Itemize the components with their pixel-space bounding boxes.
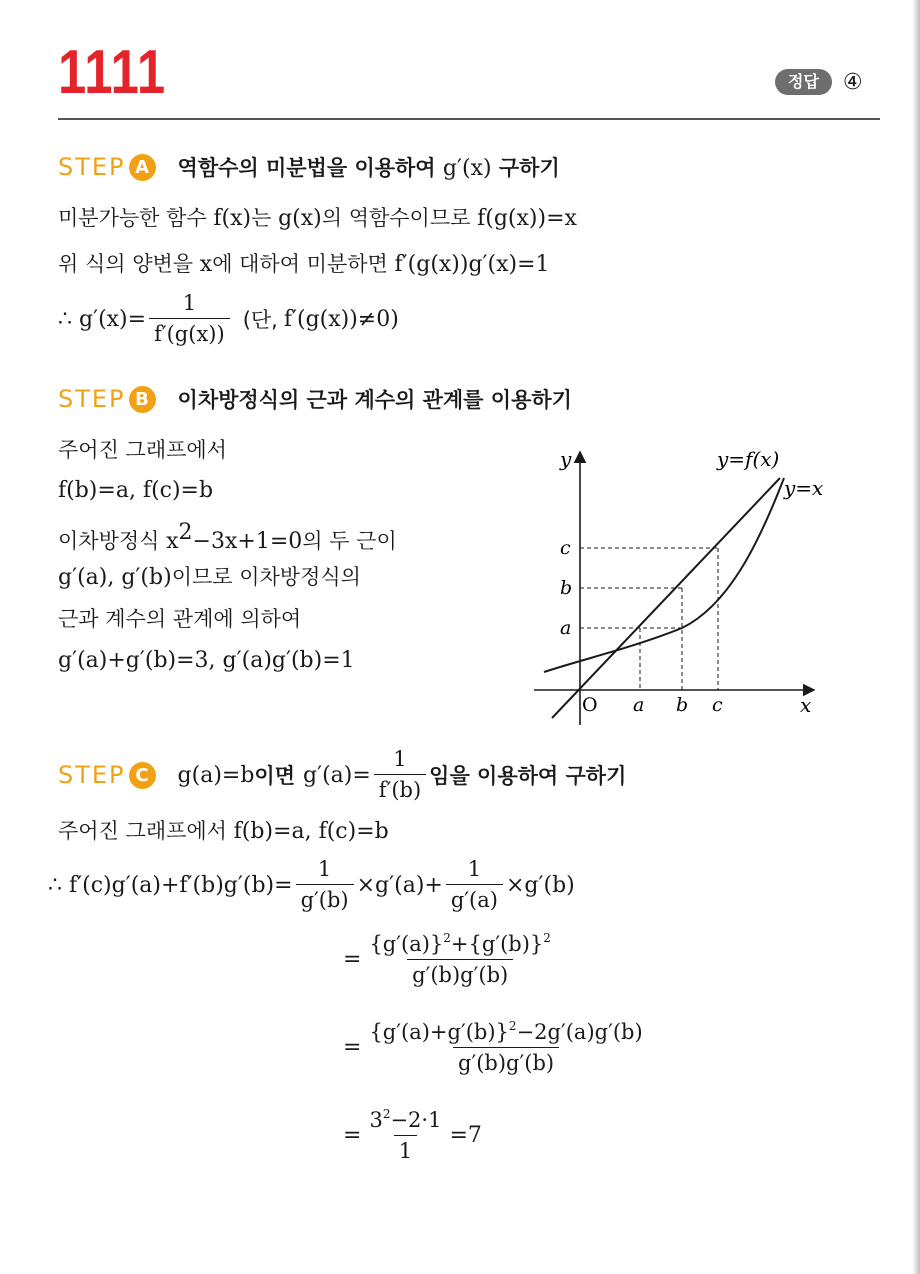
math: f(g(x))=x — [477, 206, 577, 231]
numerator — [364, 932, 555, 959]
step-b-heading — [58, 384, 572, 414]
text: 이므로 이차방정식의 — [171, 565, 361, 589]
step-c-line-1 — [58, 821, 389, 843]
fraction — [374, 748, 426, 802]
denominator: g′(a) — [446, 884, 503, 912]
denominator: g′(b)g′(b) — [407, 959, 513, 987]
x-tick-b: b — [676, 694, 689, 716]
step-b-line-5: 근과 계수의 관계에 의하여 — [58, 607, 302, 631]
math: =7 — [449, 1123, 482, 1149]
step-c-equation-1 — [48, 858, 575, 912]
denominator: 1 — [394, 1135, 417, 1163]
step-b-line-3 — [58, 522, 397, 553]
text: 위 식의 양변을 — [58, 252, 194, 276]
y-tick-c: c — [560, 537, 571, 559]
text: 의 두 근이 — [302, 529, 397, 553]
numerator: 1 — [467, 857, 482, 881]
x-axis-label: x — [800, 693, 812, 717]
step-b-title: 이차방정식의 근과 계수의 관계를 이용하기 — [177, 388, 572, 412]
step-c-heading — [58, 748, 626, 802]
exponent: 2 — [178, 520, 193, 545]
step-a-inverse-derivative — [58, 292, 399, 346]
text: 임을 이용하여 구하기 — [429, 764, 627, 789]
step-b-line-6: g′(a)+g′(b)=3, g′(a)g′(b)=1 — [58, 648, 355, 673]
text: 이면 — [254, 764, 295, 789]
text: 의 역함수이므로 — [321, 206, 471, 230]
exponent: 2 — [382, 1107, 391, 1121]
exponent: 2 — [543, 931, 551, 945]
step-a-title-math: g′(x) — [442, 156, 492, 181]
text: 주어진 그래프에서 — [58, 819, 227, 843]
text: 이차방정식 — [58, 529, 160, 553]
page-edge-shadow — [912, 0, 920, 1274]
numerator: 1 — [393, 747, 407, 771]
answer-badge: 정답 — [775, 69, 832, 95]
step-c-badge: C — [129, 762, 156, 789]
step-c-equation-4 — [343, 1108, 482, 1163]
step-a-title — [178, 152, 560, 182]
math: f(x) — [213, 206, 252, 231]
math: {g′(a)} — [369, 932, 444, 956]
math: x — [166, 529, 179, 554]
step-a-badge: A — [129, 154, 156, 181]
text: 에 대하여 미분하면 — [212, 252, 388, 276]
exponent: 2 — [443, 931, 451, 945]
x-tick-a: a — [633, 694, 645, 716]
math: g′(a), g′(b) — [58, 565, 172, 590]
math: −2g′(a)g′(b) — [516, 1020, 643, 1044]
math: f(b)=a, f(c)=b — [233, 819, 389, 844]
numerator — [364, 1020, 647, 1047]
curve-label: y=f(x) — [717, 447, 780, 471]
step-c-label: STEP — [58, 761, 126, 790]
problem-number: 1111 — [58, 38, 166, 107]
math: −2·1 — [390, 1108, 442, 1132]
math: −3x+1=0 — [192, 529, 303, 554]
answer-value: ④ — [842, 69, 863, 95]
fraction — [149, 292, 230, 346]
text: 는 — [251, 206, 272, 230]
step-a-line-2 — [58, 254, 550, 276]
denominator: f′(b) — [374, 774, 426, 802]
numerator: 1 — [182, 291, 197, 315]
math: g(a)=b — [177, 762, 255, 788]
math: ∴ f′(c)g′(a)+f′(b)g′(b)= — [48, 872, 293, 898]
math: x — [199, 252, 213, 277]
denominator: f′(g(x)) — [149, 318, 230, 346]
math: ×g′(a)+ — [356, 872, 443, 898]
fraction — [364, 1020, 647, 1075]
fraction — [296, 858, 354, 912]
fraction — [446, 858, 503, 912]
math: = — [343, 1123, 362, 1149]
step-b-line-2: f(b)=a, f(c)=b — [58, 478, 214, 503]
y-axis-label: y — [560, 447, 572, 471]
math: g(x) — [278, 206, 322, 231]
step-b-line-1: 주어진 그래프에서 — [58, 438, 227, 462]
step-c-equation-2 — [343, 932, 559, 987]
fraction — [364, 932, 555, 987]
text: (단, — [242, 308, 278, 333]
denominator: g′(b)g′(b) — [453, 1047, 559, 1075]
fraction — [364, 1108, 446, 1163]
step-b-label: STEP — [58, 385, 126, 413]
step-c-title — [178, 748, 627, 802]
math: f′(g(x))≠0) — [283, 306, 399, 332]
math: ×g′(b) — [505, 872, 575, 898]
step-a-heading — [58, 152, 560, 182]
y-tick-b: b — [560, 577, 573, 599]
step-a-title-text: 역함수의 미분법을 이용하여 — [177, 156, 436, 180]
math: = — [343, 1035, 362, 1061]
function-graph — [532, 440, 842, 730]
numerator: 1 — [317, 857, 332, 881]
step-b-badge: B — [129, 386, 156, 413]
math: +{g′(b)} — [450, 932, 544, 956]
numerator — [364, 1108, 446, 1135]
y-tick-a: a — [560, 617, 572, 639]
math: g′(a)= — [303, 762, 371, 788]
step-c-equation-3 — [343, 1020, 651, 1075]
header-divider — [58, 118, 880, 120]
text: 미분가능한 함수 — [58, 206, 207, 230]
step-a-title-tail: 구하기 — [498, 156, 560, 180]
math: = — [343, 947, 362, 973]
denominator: g′(b) — [296, 884, 354, 912]
math: f′(g(x))g′(x)=1 — [394, 252, 550, 277]
line-y-equals-x — [552, 478, 780, 718]
line-label: y=x — [784, 476, 824, 500]
step-b-line-4 — [58, 567, 361, 589]
math: {g′(a)+g′(b)} — [369, 1020, 509, 1044]
x-tick-c: c — [712, 694, 723, 716]
step-a-line-1 — [58, 208, 577, 230]
math: 3 — [369, 1108, 383, 1132]
step-a-label: STEP — [58, 153, 126, 181]
math: ∴ g′(x)= — [58, 306, 147, 332]
answer — [775, 69, 863, 95]
origin-label: O — [582, 694, 598, 716]
exponent: 2 — [508, 1019, 517, 1033]
